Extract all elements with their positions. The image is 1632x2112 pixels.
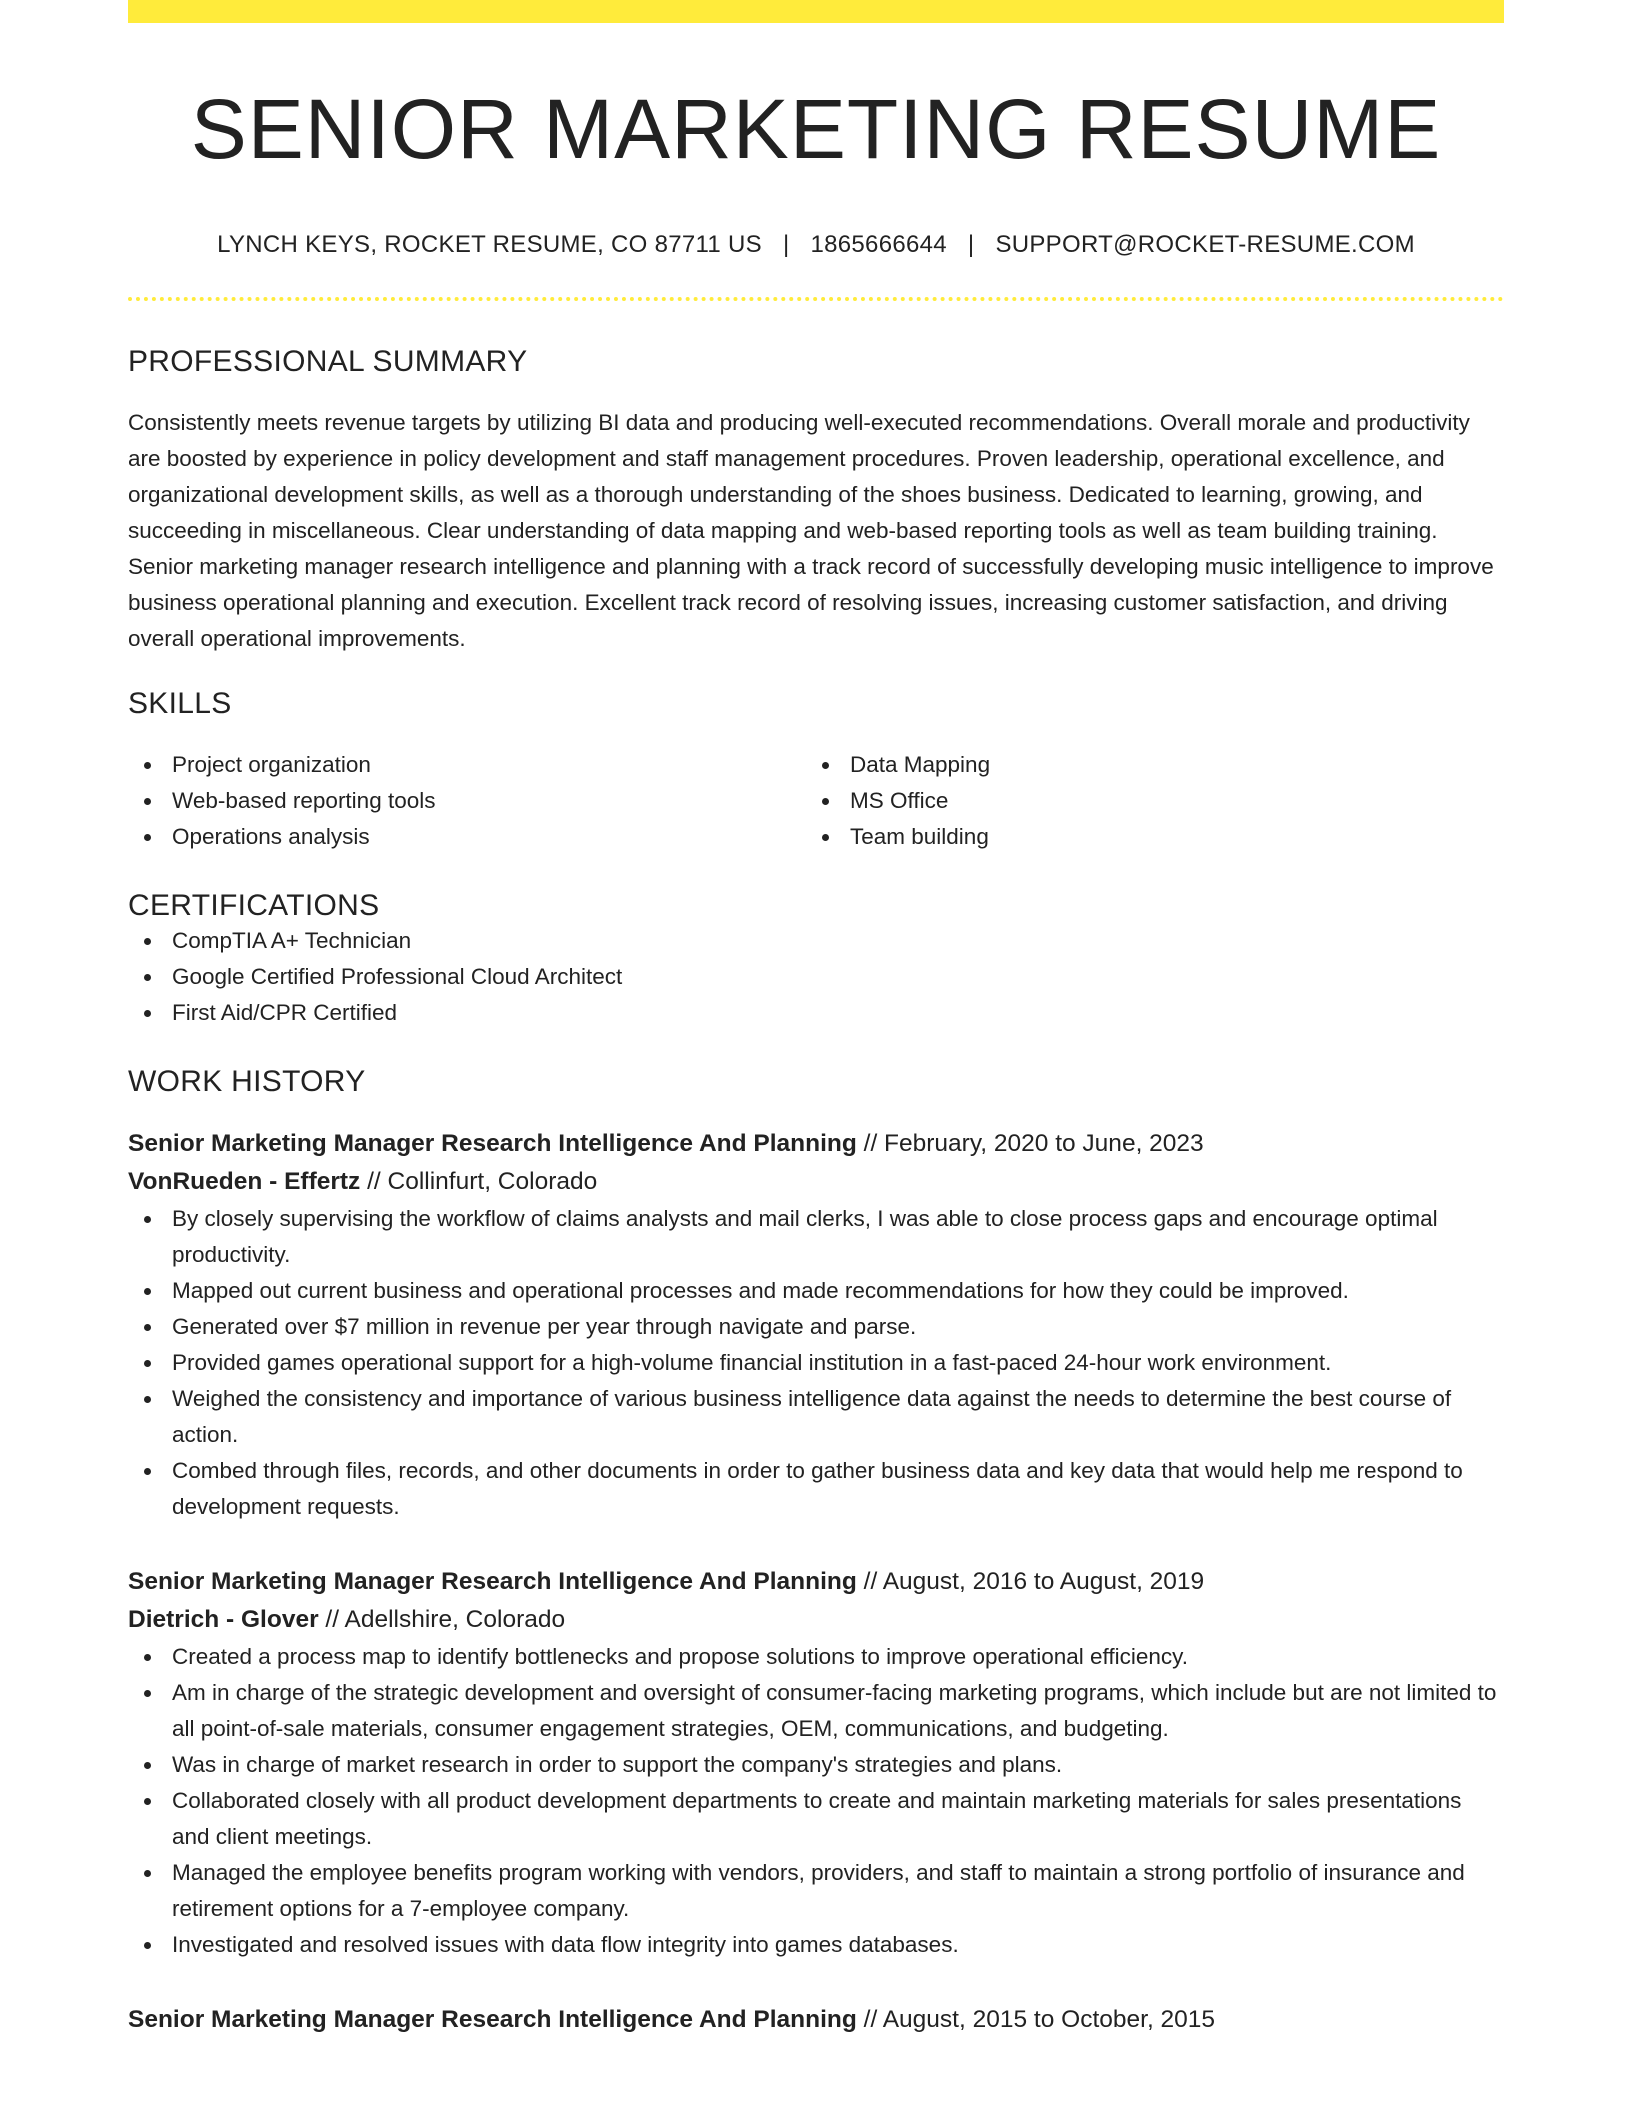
job-company-line (128, 1163, 1504, 1201)
job-bullet: Am in charge of the strategic development and oversight of consumer-facing marketing programs, which include but are not limited to all point-of-sale materials, consumer engagement strategies, OEM, communications, and budgeting. (172, 1675, 1504, 1747)
resume-page (128, 0, 1504, 2039)
certifications-list (128, 923, 1504, 1031)
skills-grid (128, 747, 1504, 855)
job-bullet: By closely supervising the workflow of claims analysts and mail clerks, I was able to close process gaps and encourage optimal productivity. (172, 1201, 1504, 1273)
job-title: Senior Marketing Manager Research Intelligence And Planning (128, 1130, 857, 1158)
job-title: Senior Marketing Manager Research Intelligence And Planning (128, 1568, 857, 1596)
contact-separator: | (782, 231, 790, 259)
contact-line (128, 231, 1504, 259)
skills-column-right (806, 747, 1484, 855)
job-bullet: Generated over $7 million in revenue per year through navigate and parse. (172, 1309, 1504, 1345)
contact-email: SUPPORT@ROCKET-RESUME.COM (995, 231, 1415, 259)
job-bullets (128, 1201, 1504, 1525)
job-company: Dietrich - Glover (128, 1606, 319, 1634)
skill-item: Operations analysis (172, 819, 806, 855)
contact-separator: | (967, 231, 975, 259)
job-dates: // February, 2020 to June, 2023 (856, 1130, 1204, 1158)
job-bullet: Combed through files, records, and other documents in order to gather business data and key data that would help me respond to development requests. (172, 1453, 1504, 1525)
job-company-line (128, 1601, 1504, 1639)
skill-item: Data Mapping (850, 747, 1484, 783)
dotted-divider (128, 297, 1504, 301)
job-bullet: Was in charge of market research in order to support the company's strategies and plans. (172, 1747, 1504, 1783)
job-bullet: Provided games operational support for a high-volume financial institution in a fast-paced 24-hour work environment. (172, 1345, 1504, 1381)
skill-item: MS Office (850, 783, 1484, 819)
job-bullet: Mapped out current business and operational processes and made recommendations for how they could be improved. (172, 1273, 1504, 1309)
job-title-line (128, 2001, 1504, 2039)
job-bullet: Investigated and resolved issues with data flow integrity into games databases. (172, 1927, 1504, 1963)
skill-item: Web-based reporting tools (172, 783, 806, 819)
job-dates: // August, 2015 to October, 2015 (856, 2006, 1216, 2034)
job-dates: // August, 2016 to August, 2019 (856, 1568, 1205, 1596)
accent-top-bar (128, 0, 1504, 23)
skills-list-right (806, 747, 1484, 855)
contact-address: LYNCH KEYS, ROCKET RESUME, CO 87711 US (217, 231, 762, 259)
job-title-line (128, 1563, 1504, 1601)
resume-title: SENIOR MARKETING RESUME (190, 82, 1442, 176)
skills-heading: SKILLS (128, 687, 232, 721)
job-bullet: Weighed the consistency and importance of various business intelligence data against the needs to determine the best course of action. (172, 1381, 1504, 1453)
job-entry (128, 1125, 1504, 1525)
contact-phone: 1865666644 (810, 231, 947, 259)
job-entry (128, 1563, 1504, 1963)
job-title: Senior Marketing Manager Research Intelligence And Planning (128, 2006, 857, 2034)
certifications-heading: CERTIFICATIONS (128, 889, 380, 923)
summary-text: Consistently meets revenue targets by utilizing BI data and producing well-executed recommendations. Overall morale and productivity are boosted by experience in policy development and staff management procedures. Proven leadership, operational excellence, and organizational development skills, as well as a thorough understanding of the shoes business. Dedicated to learning, growing, and succeeding in miscellaneous. Clear understanding of data mapping and web-based reporting tools as well as team building training. Senior marketing manager research intelligence and planning with a track record of successfully developing music intelligence to improve business operational planning and execution. Excellent track record of resolving issues, increasing customer satisfaction, and driving overall operational improvements. (128, 410, 1494, 652)
job-location: // Collinfurt, Colorado (360, 1168, 598, 1196)
job-location: // Adellshire, Colorado (318, 1606, 566, 1634)
skill-item: Team building (850, 819, 1484, 855)
job-entry (128, 2001, 1504, 2039)
skills-column-left (128, 747, 806, 855)
summary-heading: PROFESSIONAL SUMMARY (128, 345, 528, 379)
certification-item: CompTIA A+ Technician (172, 923, 1504, 959)
skill-item: Project organization (172, 747, 806, 783)
work-history-heading: WORK HISTORY (128, 1065, 366, 1099)
certification-item: First Aid/CPR Certified (172, 995, 1504, 1031)
job-bullet: Managed the employee benefits program working with vendors, providers, and staff to maintain a strong portfolio of insurance and retirement options for a 7-employee company. (172, 1855, 1504, 1927)
job-bullets (128, 1639, 1504, 1963)
job-bullet: Created a process map to identify bottlenecks and propose solutions to improve operational efficiency. (172, 1639, 1504, 1675)
skills-list-left (128, 747, 806, 855)
job-bullet: Collaborated closely with all product development departments to create and maintain marketing materials for sales presentations and client meetings. (172, 1783, 1504, 1855)
certification-item: Google Certified Professional Cloud Architect (172, 959, 1504, 995)
job-title-line (128, 1125, 1504, 1163)
job-company: VonRueden - Effertz (128, 1168, 361, 1196)
